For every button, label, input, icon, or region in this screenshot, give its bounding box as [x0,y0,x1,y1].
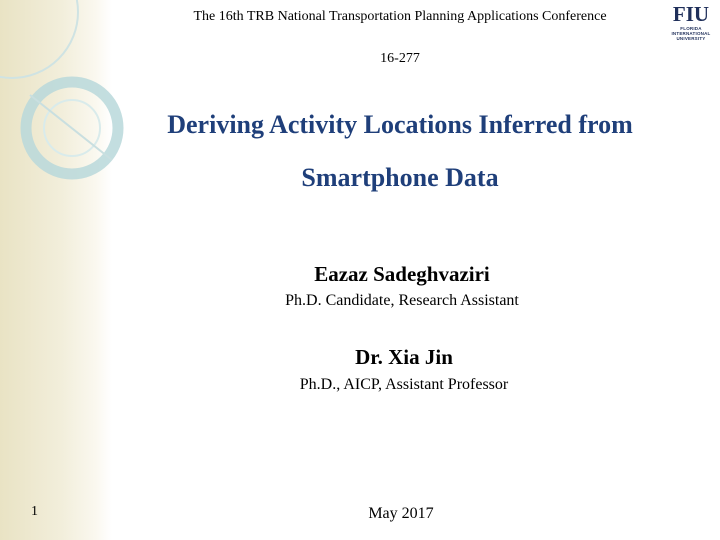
conference-header: The 16th TRB National Transportation Planning Applications Conference [193,9,607,24]
author-affiliation-2: Ph.D., AICP, Assistant Professor [299,376,509,393]
fiu-logo-mark [666,3,716,25]
author-name-1: Eazaz Sadeghvaziri [314,262,490,286]
fiu-logo [666,3,716,43]
paper-id: 16-277 [380,51,420,66]
presentation-date: May 2017 [368,505,434,522]
author-name-2: Dr. Xia Jin [355,345,453,369]
fiu-logo-line-3: UNIVERSITY [676,36,706,41]
fiu-logo-line-2: INTERNATIONAL [671,31,711,36]
title-line-2: Smartphone Data [301,163,499,192]
author-affiliation-1: Ph.D. Candidate, Research Assistant [285,292,519,309]
title-line-1: Deriving Activity Locations Inferred from [167,110,633,139]
fiu-logo-wordmark [666,26,716,41]
fiu-logo-line-1: FLORIDA [680,26,702,31]
slide-number: 1 [31,504,38,519]
fiu-logo-letters: FIU [672,3,710,25]
